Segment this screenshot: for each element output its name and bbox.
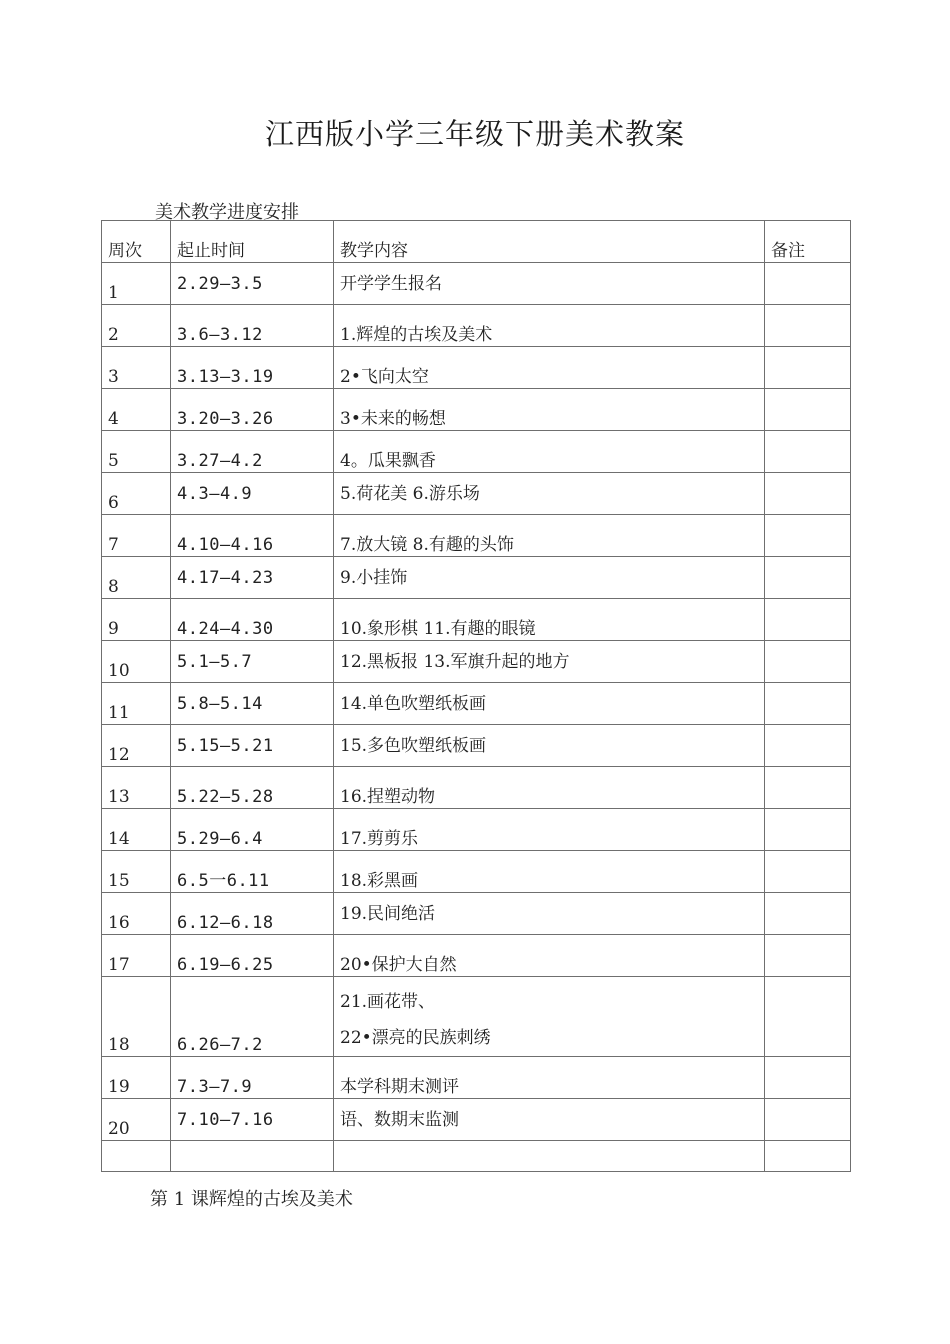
dates-cell: 4.3—4.9 xyxy=(171,473,334,515)
week-cell: 10 xyxy=(102,641,171,683)
notes-cell xyxy=(765,851,851,893)
table-row xyxy=(102,1099,851,1141)
table-row xyxy=(102,305,851,347)
notes-cell xyxy=(765,725,851,767)
week-cell xyxy=(102,1141,171,1172)
table-row xyxy=(102,515,851,557)
notes-cell xyxy=(765,1141,851,1172)
dates-cell: 3.6—3.12 xyxy=(171,305,334,347)
notes-cell xyxy=(765,809,851,851)
notes-cell xyxy=(765,683,851,725)
week-cell: 15 xyxy=(102,851,171,893)
dates-cell: 7.10—7.16 xyxy=(171,1099,334,1141)
week-cell: 18 xyxy=(102,977,171,1057)
content-cell: 开学学生报名 xyxy=(334,263,765,305)
notes-cell xyxy=(765,263,851,305)
content-cell: 15.多色吹塑纸板画 xyxy=(334,725,765,767)
table-row xyxy=(102,851,851,893)
notes-cell xyxy=(765,557,851,599)
notes-cell xyxy=(765,977,851,1057)
dates-cell: 5.15—5.21 xyxy=(171,725,334,767)
table-row xyxy=(102,473,851,515)
content-cell: 3•未来的畅想 xyxy=(334,389,765,431)
table-row xyxy=(102,599,851,641)
table-row xyxy=(102,1057,851,1099)
week-cell: 13 xyxy=(102,767,171,809)
week-cell: 17 xyxy=(102,935,171,977)
notes-cell xyxy=(765,767,851,809)
dates-cell: 6.12—6.18 xyxy=(171,893,334,935)
content-line: 21.画花带、 xyxy=(340,992,436,1012)
lesson-heading: 第 1 课辉煌的古埃及美术 xyxy=(150,1189,353,1210)
week-cell: 3 xyxy=(102,347,171,389)
schedule-table xyxy=(101,220,851,1172)
week-cell: 1 xyxy=(102,263,171,305)
content-cell: 18.彩黑画 xyxy=(334,851,765,893)
dates-cell: 2.29—3.5 xyxy=(171,263,334,305)
dates-cell: 4.10—4.16 xyxy=(171,515,334,557)
week-cell: 12 xyxy=(102,725,171,767)
notes-cell xyxy=(765,641,851,683)
notes-cell xyxy=(765,1099,851,1141)
week-cell: 9 xyxy=(102,599,171,641)
notes-cell xyxy=(765,599,851,641)
table-row xyxy=(102,767,851,809)
dates-cell: 5.22—5.28 xyxy=(171,767,334,809)
dates-cell: 6.5一6.11 xyxy=(171,851,334,893)
week-cell: 16 xyxy=(102,893,171,935)
dates-cell: 3.13—3.19 xyxy=(171,347,334,389)
notes-cell xyxy=(765,473,851,515)
content-cell: 7.放大镜 8.有趣的头饰 xyxy=(334,515,765,557)
table-row xyxy=(102,263,851,305)
content-cell: 12.黑板报 13.军旗升起的地方 xyxy=(334,641,765,683)
week-cell: 7 xyxy=(102,515,171,557)
dates-cell: 4.24—4.30 xyxy=(171,599,334,641)
dates-cell: 5.8—5.14 xyxy=(171,683,334,725)
table-row xyxy=(102,431,851,473)
dates-cell: 6.26—7.2 xyxy=(171,977,334,1057)
content-cell xyxy=(334,977,765,1057)
dates-cell xyxy=(171,1141,334,1172)
notes-cell xyxy=(765,515,851,557)
table-row xyxy=(102,347,851,389)
content-line: 22•漂亮的民族刺绣 xyxy=(340,1028,491,1048)
content-cell: 本学科期末测评 xyxy=(334,1057,765,1099)
week-cell: 5 xyxy=(102,431,171,473)
table-row xyxy=(102,893,851,935)
content-cell: 1.辉煌的古埃及美术 xyxy=(334,305,765,347)
notes-cell xyxy=(765,935,851,977)
week-cell: 14 xyxy=(102,809,171,851)
header-content: 教学内容 xyxy=(334,221,765,263)
table-row xyxy=(102,935,851,977)
notes-cell xyxy=(765,431,851,473)
week-cell: 11 xyxy=(102,683,171,725)
page-title: 江西版小学三年级下册美术教案 xyxy=(264,117,685,151)
dates-cell: 3.20—3.26 xyxy=(171,389,334,431)
table-row xyxy=(102,683,851,725)
header-dates: 起止时间 xyxy=(171,221,334,263)
week-cell: 2 xyxy=(102,305,171,347)
table-row xyxy=(102,557,851,599)
notes-cell xyxy=(765,389,851,431)
table-row xyxy=(102,725,851,767)
week-cell: 8 xyxy=(102,557,171,599)
notes-cell xyxy=(765,347,851,389)
week-cell: 19 xyxy=(102,1057,171,1099)
table-row xyxy=(102,641,851,683)
notes-cell xyxy=(765,305,851,347)
notes-cell xyxy=(765,1057,851,1099)
table-row xyxy=(102,389,851,431)
week-cell: 6 xyxy=(102,473,171,515)
content-cell: 20•保护大自然 xyxy=(334,935,765,977)
week-cell: 20 xyxy=(102,1099,171,1141)
dates-cell: 7.3—7.9 xyxy=(171,1057,334,1099)
content-cell: 5.荷花美 6.游乐场 xyxy=(334,473,765,515)
content-cell: 19.民间绝活 xyxy=(334,893,765,935)
dates-cell: 3.27—4.2 xyxy=(171,431,334,473)
header-notes: 备注 xyxy=(765,221,851,263)
table-row xyxy=(102,809,851,851)
content-cell: 2•飞向太空 xyxy=(334,347,765,389)
header-week: 周次 xyxy=(102,221,171,263)
content-cell: 语、数期末监测 xyxy=(334,1099,765,1141)
table-header-row xyxy=(102,221,851,263)
dates-cell: 5.29—6.4 xyxy=(171,809,334,851)
content-cell: 4。瓜果飘香 xyxy=(334,431,765,473)
content-cell: 10.象形棋 11.有趣的眼镜 xyxy=(334,599,765,641)
notes-cell xyxy=(765,893,851,935)
content-cell: 14.单色吹塑纸板画 xyxy=(334,683,765,725)
content-cell: 9.小挂饰 xyxy=(334,557,765,599)
dates-cell: 5.1—5.7 xyxy=(171,641,334,683)
table-row xyxy=(102,977,851,1057)
content-cell: 17.剪剪乐 xyxy=(334,809,765,851)
week-cell: 4 xyxy=(102,389,171,431)
schedule-subtitle: 美术教学进度安排 xyxy=(155,202,299,223)
dates-cell: 6.19—6.25 xyxy=(171,935,334,977)
dates-cell: 4.17—4.23 xyxy=(171,557,334,599)
content-cell: 16.捏塑动物 xyxy=(334,767,765,809)
table-row-empty xyxy=(102,1141,851,1172)
content-cell xyxy=(334,1141,765,1172)
